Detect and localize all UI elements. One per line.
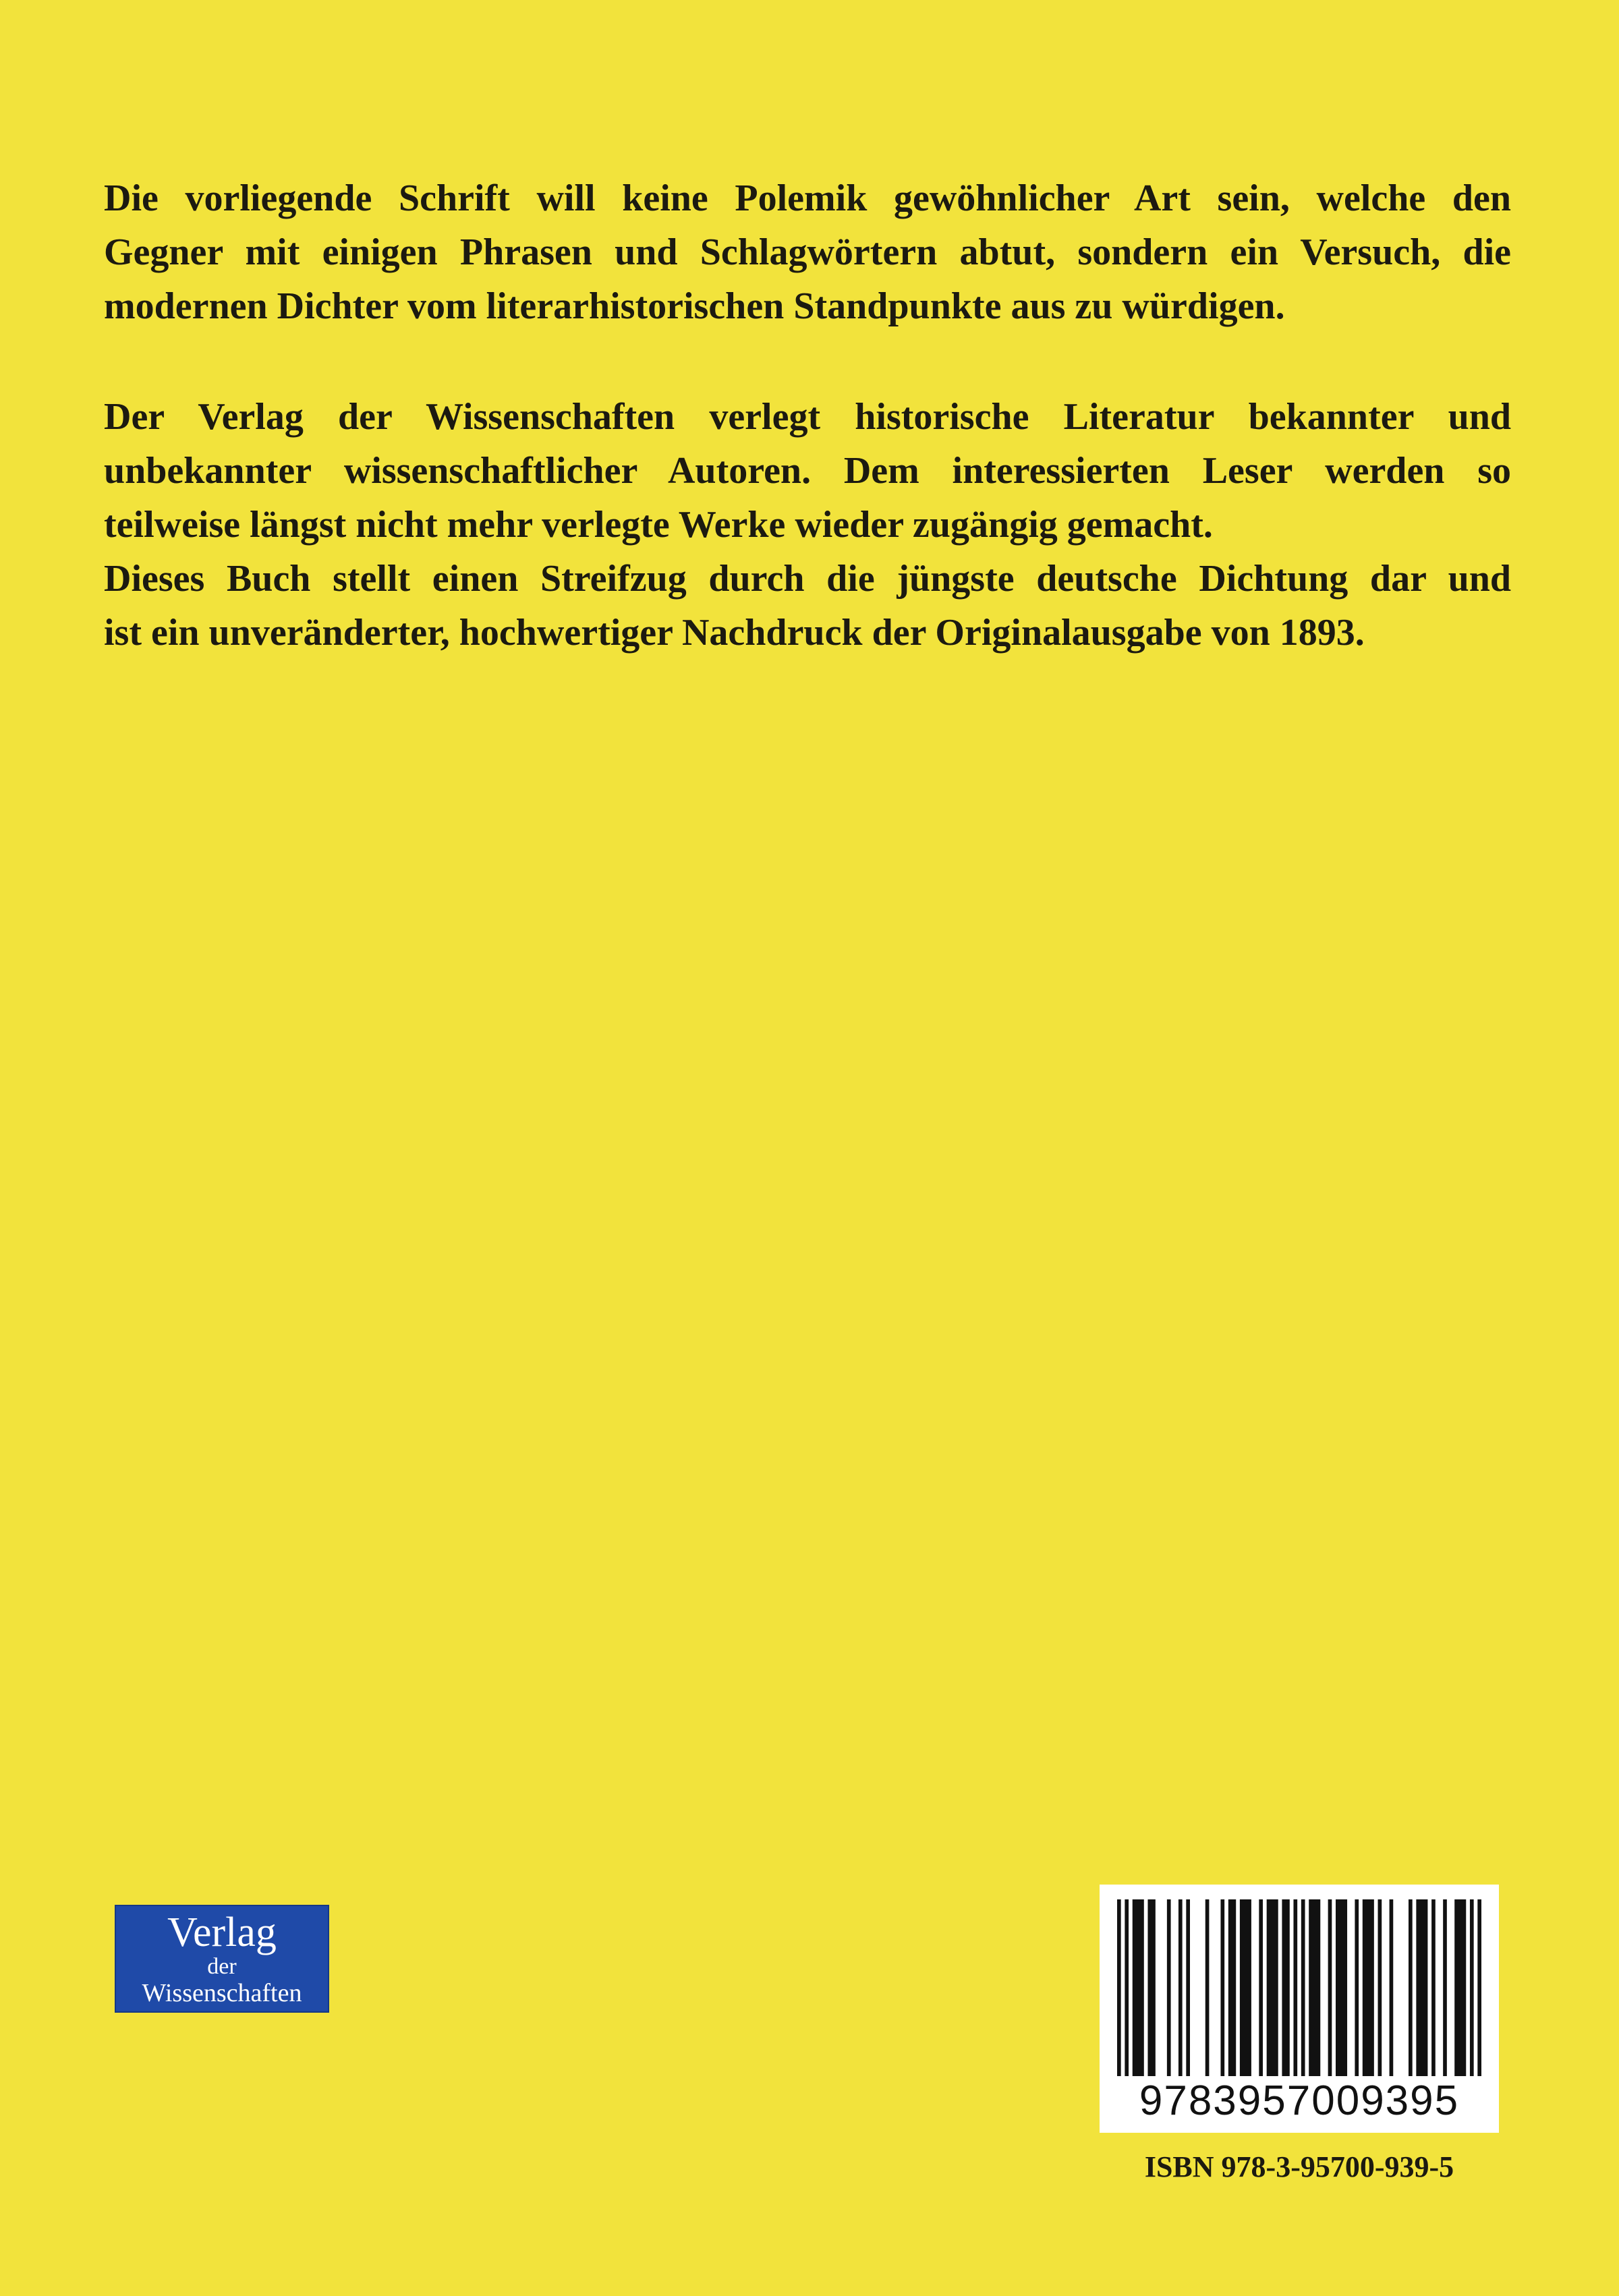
description-paragraph-2 bbox=[104, 390, 1511, 660]
barcode-bar bbox=[1309, 1899, 1320, 2076]
barcode-bar bbox=[1409, 1899, 1413, 2076]
text-line: modernen Dichter vom literarhistorischen Standpunkte aus zu würdigen. bbox=[104, 285, 1285, 327]
barcode-bar bbox=[1147, 1899, 1155, 2076]
publisher-logo bbox=[115, 1905, 329, 2013]
barcode-bar bbox=[1378, 1899, 1382, 2076]
isbn-number: ISBN 978-3-95700-939-5 bbox=[1144, 2150, 1454, 2183]
barcode-bar bbox=[1431, 1899, 1436, 2076]
barcode-bar bbox=[1167, 1899, 1171, 2076]
barcode-bars bbox=[1117, 1899, 1481, 2076]
barcode-digits: 9783957009395 bbox=[1139, 2077, 1460, 2124]
barcode-bar bbox=[1133, 1899, 1144, 2076]
text-line: Gegner mit einigen Phrasen und Schlagwörtern abtut, sondern ein Versuch, die bbox=[104, 231, 1511, 273]
barcode-bar bbox=[1355, 1899, 1359, 2076]
text-line: teilweise längst nicht mehr verlegte Werke wieder zugängig gemacht. bbox=[104, 504, 1213, 546]
barcode-bar bbox=[1477, 1899, 1481, 2076]
barcode-bar bbox=[1301, 1899, 1305, 2076]
text-line: Der Verlag der Wissenschaften verlegt historische Literatur bekannter und bbox=[104, 396, 1511, 438]
barcode-bar bbox=[1220, 1899, 1224, 2076]
text-line: Dieses Buch stellt einen Streifzug durch die jüngste deutsche Dichtung dar und bbox=[104, 558, 1511, 600]
barcode-bar bbox=[1336, 1899, 1347, 2076]
barcode-bar bbox=[1282, 1899, 1289, 2076]
barcode-bar bbox=[1470, 1899, 1474, 2076]
barcode-bar bbox=[1228, 1899, 1236, 2076]
barcode-bar bbox=[1454, 1899, 1466, 2076]
barcode-bar bbox=[1267, 1899, 1278, 2076]
barcode-bar bbox=[1416, 1899, 1427, 2076]
barcode-bar bbox=[1390, 1899, 1394, 2076]
barcode bbox=[1100, 1885, 1499, 2133]
barcode-bar bbox=[1186, 1899, 1190, 2076]
barcode-bar bbox=[1205, 1899, 1210, 2076]
barcode-bar bbox=[1363, 1899, 1374, 2076]
text-line: unbekannter wissenschaftlicher Autoren. Dem interessierten Leser werden so bbox=[104, 450, 1511, 492]
barcode-bar bbox=[1259, 1899, 1263, 2076]
barcode-bar bbox=[1443, 1899, 1447, 2076]
logo-line-der: der bbox=[207, 1954, 237, 1979]
barcode-bar bbox=[1117, 1899, 1121, 2076]
text-line: Die vorliegende Schrift will keine Polemik gewöhnlicher Art sein, welche den bbox=[104, 177, 1511, 219]
barcode-bar bbox=[1178, 1899, 1183, 2076]
barcode-bar bbox=[1240, 1899, 1251, 2076]
barcode-bar bbox=[1125, 1899, 1129, 2076]
logo-line-verlag: Verlag bbox=[167, 1910, 277, 1955]
barcode-bar bbox=[1293, 1899, 1297, 2076]
barcode-bar bbox=[1328, 1899, 1332, 2076]
text-line: ist ein unveränderter, hochwertiger Nachdruck der Originalausgabe von 1893. bbox=[104, 612, 1365, 654]
logo-line-wissenschaften: Wissenschaften bbox=[142, 1979, 302, 2007]
description-paragraph-1 bbox=[104, 171, 1511, 333]
